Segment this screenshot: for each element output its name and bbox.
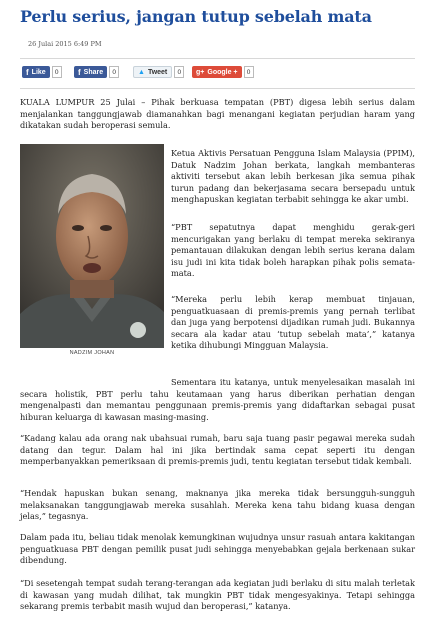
lead-paragraph: KUALA LUMPUR 25 Julai – Pihak berkuasa tempatan (PBT) digesa lebih serius dalam menjalankan tanggungjawab diamanahkan bagi menangani kegiatan perjudian haram yang dikatakan sudah beroperasi semula. — [20, 97, 415, 131]
twitter-widget[interactable] — [133, 65, 184, 79]
google-plus-count: 0 — [244, 66, 254, 78]
photo-caption: NADZIM JOHAN — [69, 350, 115, 356]
share-count: 0 — [109, 66, 119, 78]
paragraph: Dalam pada itu, beliau tidak menolak kemungkinan wujudnya unsur rasuah antara kakitangan penguatkuasa PBT dengan pemilik pusat judi sehingga menyebabkan gejala berkenaan sukar dibendung. — [20, 532, 415, 566]
google-plus-label: Google + — [207, 68, 238, 76]
tweet-count: 0 — [174, 66, 184, 78]
google-plus-icon: g+ — [196, 68, 205, 76]
share-label: Share — [83, 68, 104, 76]
twitter-bird-icon: ▲ — [138, 68, 145, 76]
facebook-share-widget[interactable] — [74, 65, 119, 79]
tweet-label: Tweet — [147, 68, 168, 76]
paragraph: “Mereka perlu lebih kerap membuat tinjauan, penguatkuasaan di premis-premis yang pernah terlibat dan juga yang berpotensi dijadikan rumah judi. Bukannya secara ala kadar atau ‘tutup sebelah mata’,” katanya ketika dihubungi Mingguan Malaysia. — [171, 294, 415, 351]
article-photo — [20, 144, 164, 348]
paragraph: “Hendak hapuskan bukan senang, maknanya jika mereka tidak bersungguh-sungguh melaksanakan tanggungjawab mereka susahlah. Mereka kena tahu bidang kuasa dengan jelas,” tegasnya. — [20, 488, 415, 522]
facebook-icon: f — [26, 67, 29, 77]
paragraph: “PBT sepatutnya dapat menghidu gerak-geri mencurigakan yang berlaku di tempat mereka sekiranya pemantauan dilakukan dengan lebih serius kerana dalam isu judi ini kita tidak boleh harapkan pihak polis semata-mata. — [171, 222, 415, 279]
facebook-like-button[interactable] — [22, 66, 50, 78]
paragraph: Ketua Aktivis Persatuan Pengguna Islam Malaysia (PPIM), Datuk Nadzim Johan berkata, langkah membanteras aktiviti tersebut akan lebih berkesan jika semua pihak turun padang dan bekerjasama secara bersepadu untuk menghapuskan kegiatan terbabit sehingga ke akar umbi. — [171, 148, 415, 205]
article-date: 26 Julai 2015 6:49 PM — [28, 40, 102, 48]
like-label: Like — [31, 68, 46, 76]
portrait-image — [20, 144, 164, 348]
divider-top — [20, 58, 415, 59]
facebook-share-button[interactable] — [74, 66, 107, 78]
paragraph: “Di sesetengah tempat sudah terang-terangan ada kegiatan judi berlaku di situ malah terletak di kawasan yang mudah dilihat, tak mungkin PBT tidak mengesyakinya. Tetapi sehingga sekarang premis terbabit masih wujud dan beroperasi,” katanya. — [20, 578, 415, 612]
google-plus-widget[interactable] — [192, 65, 254, 79]
facebook-like-widget[interactable] — [22, 65, 62, 79]
paragraph: “Kadang kalau ada orang nak ubahsuai rumah, baru saja tuang pasir pegawai mereka sudah datang dan tegur. Dalam hal ini jika bertindak sama cepat seperti itu dengan memperbanyakkan pemeriksaan di premis-premis judi, tentu kegiatan tersebut tidak kembali. — [20, 433, 415, 467]
paragraph: Sementara itu katanya, untuk menyelesaikan masalah ini secara holistik, PBT perlu tahu keutamaan yang harus diberikan perhatian dengan mengenalpasti dan memantau penggunaan premis-premis yang didaftarkan sebagai pusat hiburan keluarga di kawasan masing-masing. — [20, 377, 415, 422]
divider-bottom — [20, 88, 415, 89]
like-count: 0 — [52, 66, 62, 78]
article-title: Perlu serius, jangan tutup sebelah mata — [20, 7, 372, 26]
google-plus-button[interactable] — [192, 66, 242, 78]
facebook-icon: f — [78, 67, 81, 77]
tweet-button[interactable] — [133, 66, 172, 78]
